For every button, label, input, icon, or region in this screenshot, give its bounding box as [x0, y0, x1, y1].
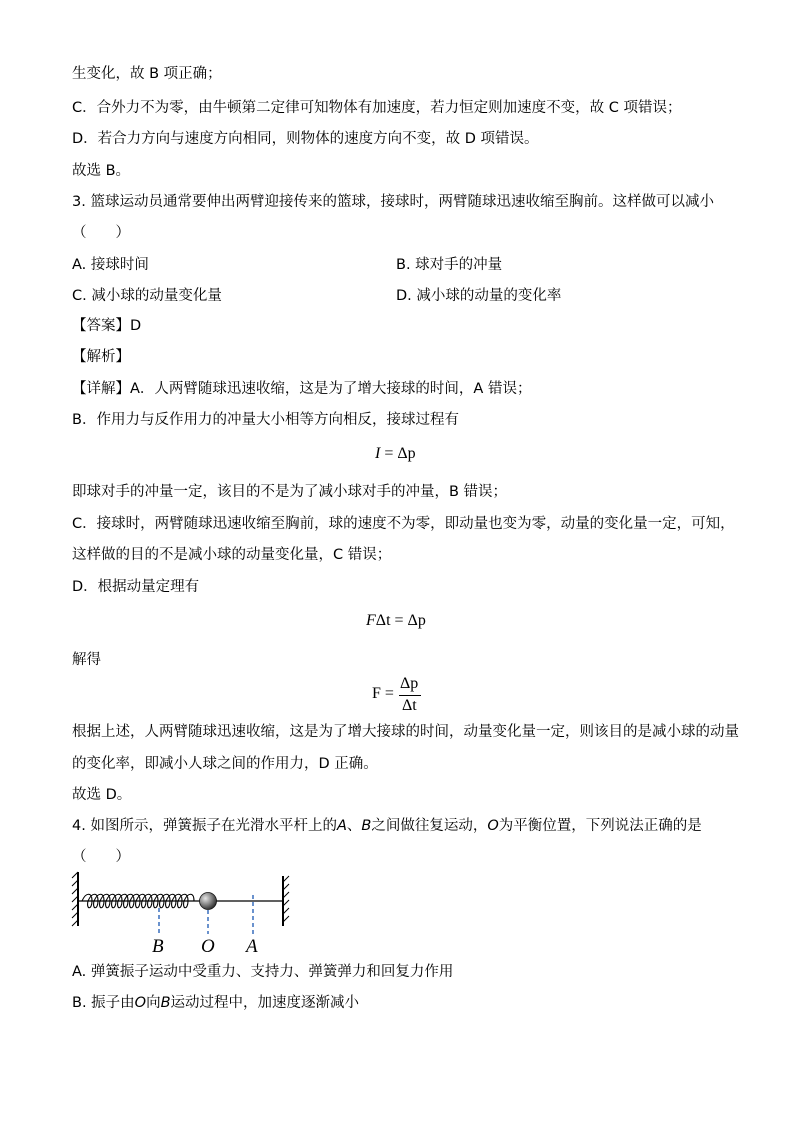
option-a: A. 接球时间 [72, 257, 149, 273]
detail-a: 【详解】A．人两臂随球迅速收缩，这是为了增大接球的时间，A 错误； [72, 381, 532, 397]
question-4-stem: 4. 如图所示，弹簧振子在光滑水平杆上的A、B之间做往复运动，O为平衡位置，下列说法正确的是 [72, 818, 702, 834]
formula-part: = Δp [380, 445, 416, 462]
detail-c1: C．接球时，两臂随球迅速收缩至胸前，球的速度不为零，即动量也变为零，动量的变化量一定，可知， [72, 516, 735, 532]
question-3-stem: 3. 篮球运动员通常要伸出两臂迎接传来的篮球，接球时，两臂随球迅速收缩至胸前。这样做可以减小 [72, 194, 714, 210]
formula-lhs: F = [372, 685, 394, 702]
solve-label: 解得 [72, 652, 101, 668]
q4-option-a: A. 弹簧振子运动中受重力、支持力、弹簧弹力和回复力作用 [72, 964, 454, 980]
detail-d: D．根据动量定理有 [72, 579, 200, 595]
label-b: B [152, 936, 164, 957]
conclusion-1: 根据上述，人两臂随球迅速收缩，这是为了增大接球的时间，动量变化量一定，则该目的是减小球的动量 [72, 724, 739, 740]
text-line: 生变化，故 B 项正确； [72, 66, 222, 82]
conclusion-2: 的变化率，即减小人球之间的作用力，D 正确。 [72, 756, 378, 772]
fraction-bar [399, 695, 421, 696]
text-line: C．合外力不为零，由牛顿第二定律可知物体有加速度，若力恒定则加速度不变，故 C 项错误； [72, 100, 682, 116]
detail-b: B．作用力与反作用力的冲量大小相等方向相反，接球过程有 [72, 412, 459, 428]
analysis-tag: 【解析】 [72, 349, 130, 365]
text-line: 故选 B。 [72, 163, 131, 179]
label-a: A [246, 936, 258, 957]
option-b: B. 球对手的冲量 [396, 257, 503, 273]
q4-option-b: B. 振子由O向B运动过程中，加速度逐渐减小 [72, 995, 360, 1011]
option-c: C. 减小球的动量变化量 [72, 288, 222, 304]
detail-c2: 这样做的目的不是减小球的动量变化量，C 错误； [72, 547, 392, 563]
formula-part: Δt [375, 612, 391, 629]
detail-b2: 即球对手的冲量一定，该目的不是为了减小球对手的冲量，B 错误； [72, 484, 508, 500]
formula-force-fraction [372, 675, 432, 715]
spring-oscillator-figure [68, 868, 298, 960]
formula-symbol: I [375, 445, 381, 462]
fraction-numerator: Δp [400, 675, 419, 692]
formula-symbol: F [366, 612, 376, 629]
answer-paren: （ ） [72, 225, 130, 241]
answer-tag: 【答案】D [72, 318, 142, 334]
answer-paren: （ ） [72, 849, 130, 865]
oscillator-ball [200, 893, 217, 910]
choose-d: 故选 D。 [72, 787, 132, 803]
option-d: D. 减小球的动量的变化率 [396, 288, 562, 304]
text-line: D．若合力方向与速度方向相同，则物体的速度方向不变，故 D 项错误。 [72, 131, 539, 147]
formula-impulse [375, 444, 416, 464]
spring [82, 894, 199, 908]
formula-momentum-theorem [366, 611, 426, 631]
fraction-denominator: Δt [402, 697, 417, 714]
formula-part: = Δp [390, 612, 426, 629]
label-o: O [201, 936, 215, 957]
